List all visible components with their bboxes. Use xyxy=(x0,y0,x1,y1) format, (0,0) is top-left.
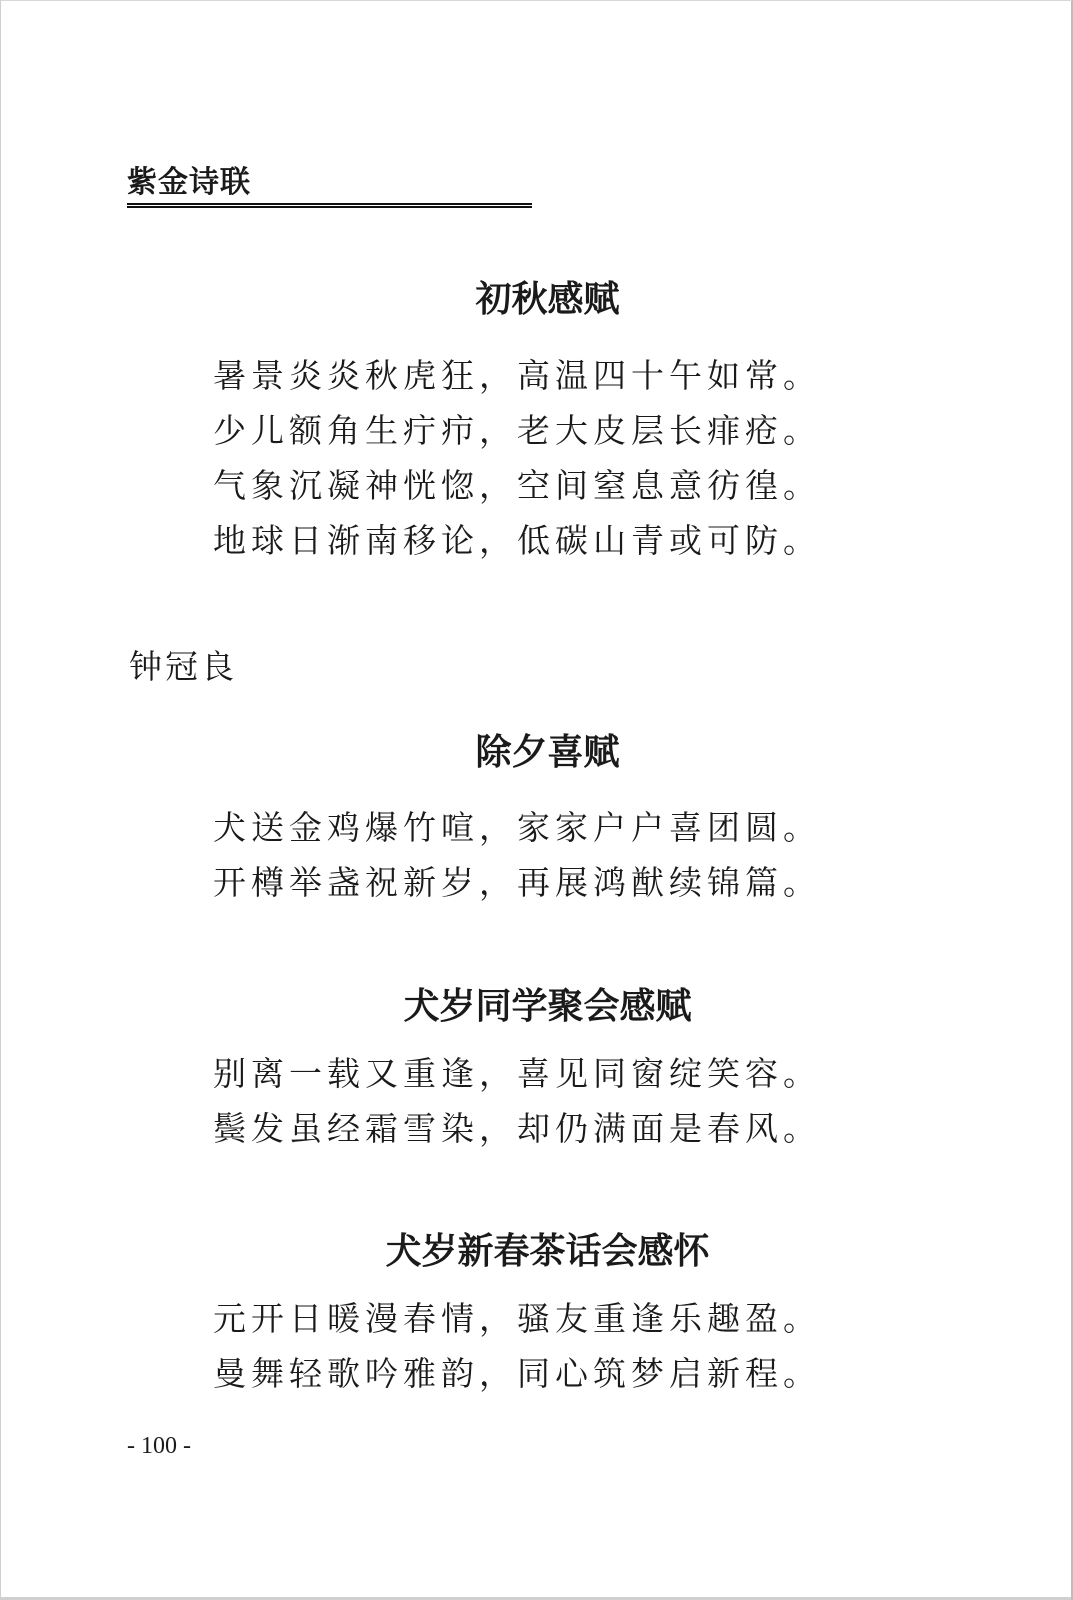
poem-line: 地球日渐南移论，低碳山青或可防。 xyxy=(213,521,821,560)
poem-line: 鬓发虽经霜雪染，却仍满面是春风。 xyxy=(213,1109,821,1148)
poem-line: 元开日暖漫春情，骚友重逢乐趣盈。 xyxy=(213,1299,821,1338)
poem-title: 犬岁同学聚会感赋 xyxy=(403,985,692,1027)
poem-line: 少儿额角生疔疖，老大皮层长痱疮。 xyxy=(213,411,821,450)
poem-line: 气象沉凝神恍惚，空间窒息意彷徨。 xyxy=(213,466,821,505)
poem-line: 别离一载又重逢，喜见同窗绽笑容。 xyxy=(213,1054,821,1093)
header-double-rule xyxy=(127,203,532,205)
poem-title: 初秋感赋 xyxy=(475,278,620,320)
running-header-title: 紫金诗联 xyxy=(127,165,251,200)
poem-line: 暑景炎炎秋虎狂，高温四十午如常。 xyxy=(213,356,821,395)
poem-title: 犬岁新春茶话会感怀 xyxy=(385,1230,710,1272)
running-header xyxy=(127,163,532,211)
poem-line: 犬送金鸡爆竹喧，家家户户喜团圆。 xyxy=(213,808,821,847)
poem-line: 开樽举盏祝新岁，再展鸿猷续锦篇。 xyxy=(213,863,821,902)
page-number: - 100 - xyxy=(127,1433,191,1459)
author-name: 钟冠良 xyxy=(129,647,237,686)
poem-title: 除夕喜赋 xyxy=(475,731,620,773)
poem-line: 曼舞轻歌吟雅韵，同心筑梦启新程。 xyxy=(213,1354,821,1393)
